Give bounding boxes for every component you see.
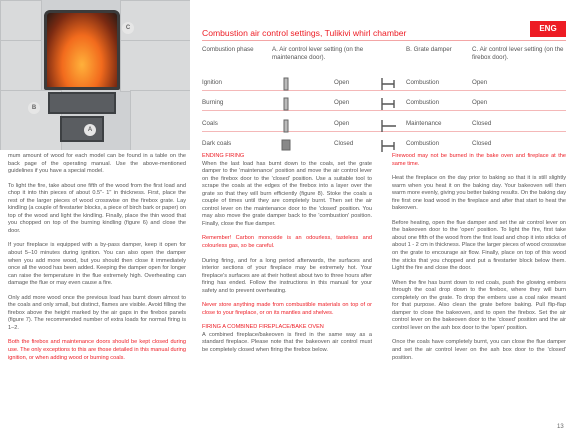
col1-para-2: To light the fire, take about one fifth of the wood from the first load and chop it into thin pieces of about 0.5"- 1" in thickness. First, place the rest of the larger pieces of wood crosswise on the firebox grate. Lay kindling (a couple of firestarter blocks, a piece of birch bark or paper) on top of the wood and light the kindling. Finally, place the thin wood that you chopped on top of the burning kindling (figure 6) and close the door. (8, 182, 186, 234)
col1-note: Both the firebox and maintenance doors should be kept closed during use. The only exceptions to this are those detailed in this manual during ignition, or when adding wood or burning coals. (8, 339, 186, 361)
col2-para-3: A combined fireplace/bakeoven is fired in the same way as a standard fireplace. Please note that the bakeoven air control must be completely closed when firing the firebox below. (202, 331, 372, 354)
row-3-phase: Coals (202, 120, 218, 127)
header-phase: Combustion phase (202, 46, 254, 53)
row-4-phase: Dark coals (202, 140, 232, 147)
row-1-phase: Ignition (202, 79, 222, 86)
title-rule (202, 40, 566, 41)
heading-bake-oven: FIRING A COMBINED FIREPLACE/BAKE OVEN (202, 324, 324, 331)
column-3 (392, 153, 566, 369)
col2-warning-1: Remember! Carbon monoxide is an odourless, tasteless and colourless gas, so be careful. (202, 235, 372, 250)
header-b: B. Grate damper (406, 46, 452, 53)
page-number: 13 (557, 424, 564, 430)
row-2-c: Open (472, 99, 488, 106)
row-2-phase: Burning (202, 99, 224, 106)
col3-para-4: Once the coals have completely burnt, you can close the flue damper and set the air control lever on the ash box door to the 'closed' position. (392, 339, 566, 361)
row-2-a: Open (334, 99, 350, 106)
grate-damper-icons (378, 74, 400, 154)
column-1 (8, 153, 186, 369)
row-4-c: Closed (472, 140, 492, 147)
heading-ending-firing: ENDING FIRING (202, 153, 245, 159)
row-1-c: Open (472, 79, 488, 86)
lever-a-icons (280, 74, 292, 154)
col2-warning-2: Never store anything made from combustible materials on top of or close to your fireplace, or on its mantles and shelves. (202, 302, 372, 316)
header-a: A. Air control lever setting (on the maintenance door). (272, 46, 364, 61)
label-a: A (84, 124, 96, 136)
row-3-a: Open (334, 120, 350, 127)
fireplace-photo (0, 0, 190, 150)
col3-para-2: Before heating, open the flue damper and set the air control lever on the bakeoven door to the 'open' position. To light the fire, first take about one fifth of the wood from the first load and chop it into sticks of about 1 - 2 cm in thickness. Place the larger pieces of wood crosswise on the grate to encourage air flow. Finally, place on top of this wood the sticks that you chopped and put a firestarter block below them. Light the fire and close the door. (392, 219, 566, 272)
col1-para-3: If your fireplace is equipped with a by-pass damper, keep it open for about 5–10 minutes during ignition. You can also open the damper when you add more wood, but you should then close it immediately once all the wood has been added. Keeping the damper open for longer can raise the temperature in the flue extremely high. Overheating can damage the flue or may even cause a fire. (8, 242, 186, 287)
ash-door (60, 116, 104, 142)
header-c: C. Air control lever setting (on the firebox door). (472, 46, 564, 61)
col3-para-1: Heat the fireplace on the day prior to baking so that it is still slightly warm when you heat it on the baking day. Your bakeoven will then warm more evenly, giving you better baking results. On the baking day fire first one load wood in the fireplace and after that start to heat the bakeoven. (392, 175, 567, 212)
row-3-b: Maintenance (406, 120, 442, 127)
maintenance-door (48, 92, 116, 114)
row-4-b: Combustion (406, 140, 440, 147)
row-3-c: Closed (472, 120, 492, 127)
table-title: Combustion air control settings, Tulikivi whirl chamber (202, 28, 407, 38)
label-b: B (28, 102, 40, 114)
top-section (0, 0, 574, 150)
col2-para-2: During firing, and for a long period afterwards, the surfaces and interior sections of your fireplace may be extremely hot. Your fireplace's surfaces are at their hottest about two to three hours after firing has ended. Follow the instructions in this manual for your safety and to prevent overheating. (202, 257, 372, 294)
row-1-a: Open (334, 79, 350, 86)
col1-para-1: mum amount of wood for each model can be found in a table on the back page of the operating manual. Use the above-mentioned guidelines if you have a special model. (8, 153, 186, 175)
col3-warning: Firewood may not be burned in the bake oven and fireplace at the same time. (392, 153, 566, 167)
row-1-b: Combustion (406, 79, 440, 86)
col1-para-4: Only add more wood once the previous load has burnt down almost to the coals and only small, but distinct, flames are visible. Avoid filling the firebox above the height marked by the air gaps in the firebox panels (figure 7). The recommended number of extra loads for normal firing is 1–2. (8, 294, 186, 331)
row-4-a: Closed (334, 140, 354, 147)
col3-para-3: When the fire has burnt down to red coals, push the glowing embers through the coal drop down to the firebox, where they will burn completely on the grate. To drop the embers use a coal rake meant for that purpose. Also clean the grate before baking. Pull flip-flap damper to close the bakeoven, and to open the firebox. Set the air control lever on the bakeoven door to the 'closed' position and the air control lever on the ash box door to the 'open' position. (392, 279, 566, 331)
label-c: C (122, 22, 134, 34)
column-2 (202, 153, 372, 362)
col2-para-1: When the last load has burnt down to the coals, set the grate damper to the 'maintenance' position and move the air control lever on the firebox door to the 'closed' position. Use a suitable tool to scrape the coals at the edges of the firebox into a layer over the grate so that they will burn efficiently (figure 8). Stoke the coals a couple of times until they are completely burnt. Then set the air control lever on the maintenance door to the 'closed' position. You may also move the grate damper back to the 'combustion' position. Finally, close the flue damper. (202, 160, 372, 227)
row-2-b: Combustion (406, 99, 440, 106)
language-badge: ENG (530, 21, 566, 37)
firebox-fire (44, 10, 120, 90)
